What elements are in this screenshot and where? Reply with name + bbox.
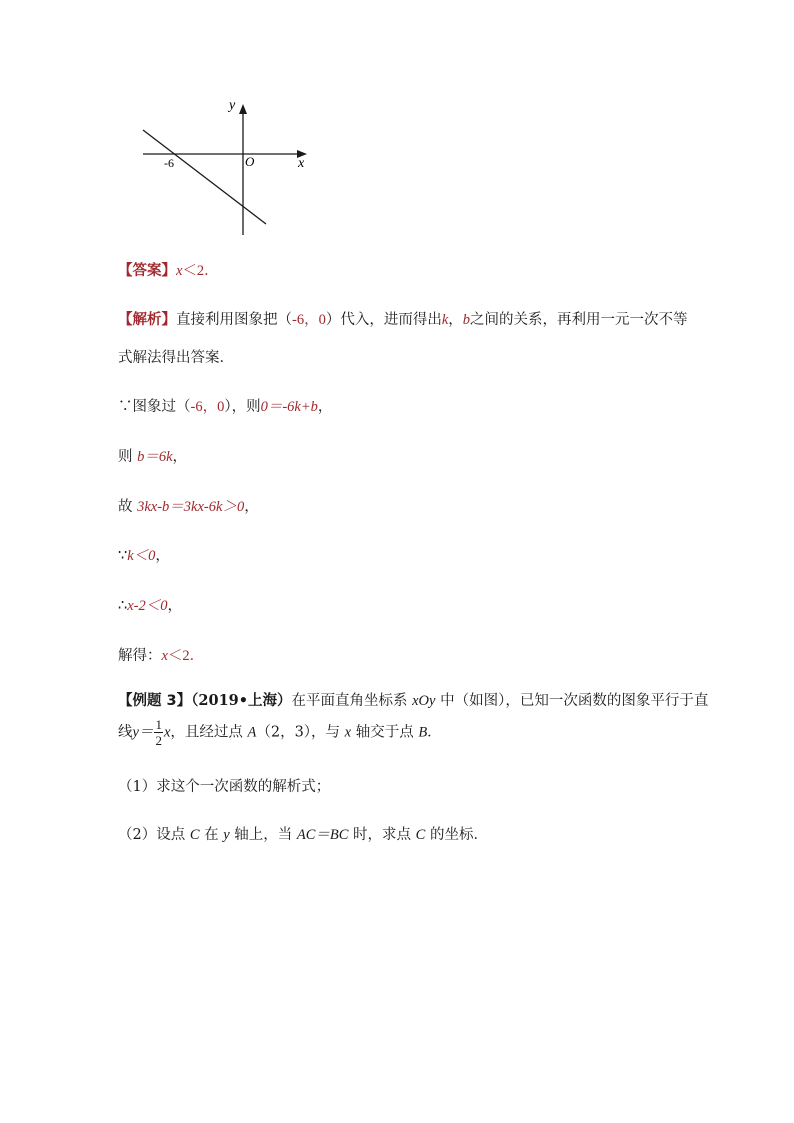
example-text: ，且经过点 — [170, 724, 248, 741]
example-line-2 — [118, 718, 442, 747]
question-text: 轴上，当 — [229, 827, 297, 843]
point-c: C — [189, 827, 200, 843]
linear-function-graph — [132, 96, 317, 241]
step-text: ， — [155, 548, 170, 564]
step-equation: 0＝-6k+b — [260, 399, 318, 415]
x-intercept-label: -6 — [164, 156, 174, 170]
example-x: x — [344, 724, 352, 741]
ac-equals-bc: AC＝BC — [296, 827, 349, 843]
step-text: ， — [244, 499, 259, 515]
step-equation: k＜0 — [127, 548, 156, 564]
step-text: ∵ — [118, 548, 128, 564]
example-text: 轴交于点 — [351, 724, 419, 741]
question-1 — [118, 779, 330, 796]
fraction-denominator: 2 — [155, 733, 162, 748]
answer-var: x — [176, 263, 183, 279]
question-2 — [118, 827, 488, 844]
point-c: C — [415, 827, 426, 843]
analysis-point: -6，0 — [292, 312, 326, 328]
step-point: -6，0 — [190, 399, 225, 415]
step-1 — [118, 399, 332, 416]
step-2 — [118, 449, 187, 466]
question-text: 时，求点 — [348, 827, 416, 843]
example-text: （2，3），与 — [256, 724, 345, 741]
analysis-tag: 【解析】 — [118, 312, 176, 328]
analysis-text: 式解法得出答案． — [118, 350, 234, 366]
question-text: （2）设点 — [118, 827, 190, 843]
y-axis-label: y — [229, 98, 236, 113]
question-text: 在 — [199, 827, 224, 843]
step-text: ∴ — [118, 598, 128, 614]
analysis-text: ）代入，进而得出 — [325, 312, 442, 328]
step-6 — [118, 648, 204, 665]
analysis-k: k — [441, 312, 449, 328]
point-a: A — [247, 724, 257, 741]
answer-rest: ＜2． — [182, 263, 219, 279]
y-axis-arrow — [239, 104, 247, 114]
x-axis-label: x — [298, 156, 305, 171]
example-y: y — [223, 827, 230, 843]
example-y-eq: y＝ — [132, 724, 154, 741]
step-var: x — [161, 648, 168, 664]
graph-svg — [132, 96, 317, 241]
step-text: ， — [172, 449, 188, 465]
step-5 — [118, 598, 182, 615]
example-text: 线 — [118, 724, 133, 741]
step-text: ， — [317, 399, 333, 415]
question-text: （1）求这个一次函数的解析式； — [118, 779, 331, 795]
origin-label: O — [245, 154, 255, 169]
fraction-one-half — [154, 718, 163, 747]
analysis-line-1 — [118, 312, 688, 329]
analysis-text: ， — [448, 312, 463, 328]
step-equation: b＝6k — [137, 449, 173, 465]
example-text: 中（如图），已知一次函数的图象平行于直 — [435, 693, 709, 709]
example-tag: 【例题 3】 — [118, 693, 192, 709]
example-line-1 — [118, 692, 708, 710]
example-x: x — [163, 724, 171, 741]
answer-tag: 【答案】 — [118, 263, 176, 279]
step-equation: x-2＜0 — [127, 598, 168, 614]
step-text: 则 — [118, 449, 138, 465]
example-text: ． — [427, 724, 442, 741]
step-equation: ＜2． — [167, 648, 205, 664]
fraction-numerator: 1 — [155, 717, 162, 732]
example-xoy: xOy — [412, 693, 436, 709]
analysis-b: b — [462, 312, 471, 328]
function-line — [143, 130, 266, 224]
step-3 — [118, 499, 259, 516]
step-text: ， — [167, 598, 182, 614]
step-4 — [118, 548, 170, 565]
answer-line — [118, 263, 219, 280]
step-text: 故 — [118, 499, 138, 515]
step-text: ∵图象过（ — [118, 399, 191, 415]
step-text: 解得： — [118, 648, 162, 664]
analysis-text: 直接利用图象把（ — [176, 312, 292, 328]
example-text: 在平面直角坐标系 — [291, 693, 413, 709]
example-source: （2019•上海） — [191, 692, 292, 709]
step-equation: 3kx-b＝3kx-6k＞0 — [137, 499, 245, 515]
point-b: B — [418, 724, 428, 741]
step-text: ），则 — [224, 399, 261, 415]
analysis-text: 之间的关系，再利用一元一次不等 — [470, 312, 688, 328]
question-text: 的坐标． — [425, 827, 488, 843]
analysis-line-2 — [118, 350, 234, 367]
